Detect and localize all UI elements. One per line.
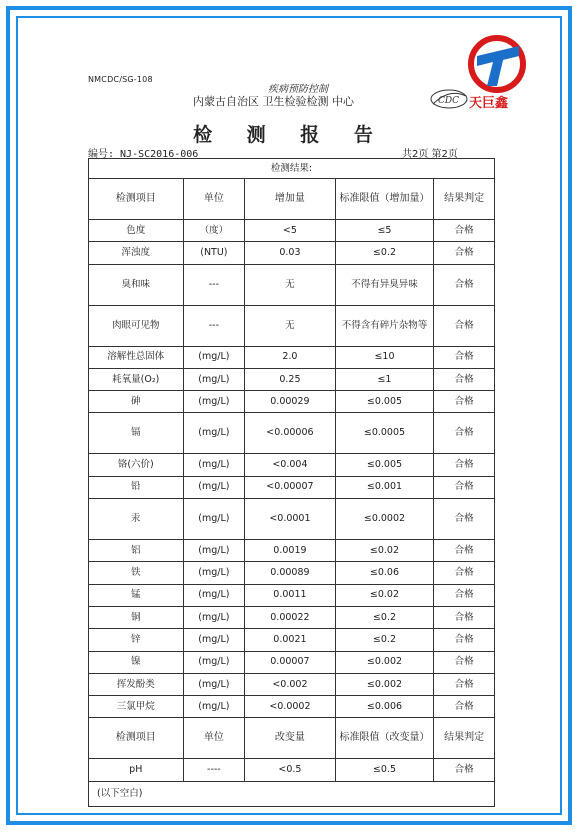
table-row [89,584,495,606]
cell-verdict: 合格 [434,368,495,390]
table-row [89,346,495,368]
cell-value: 无 [245,264,335,305]
cell-unit: (mg/L) [183,391,245,413]
cell-limit: ≤0.006 [335,696,434,718]
cell-value: 0.03 [245,242,335,264]
section-title: 检测结果: [89,159,495,179]
cell-item: 镉 [89,413,184,454]
table-row [89,629,495,651]
cell-verdict: 合格 [434,696,495,718]
table-row [89,454,495,476]
cell-limit: ≤0.0005 [335,413,434,454]
cell-limit: 标准限值（增加量） [335,179,434,220]
cell-unit: (mg/L) [183,562,245,584]
table-row [89,562,495,584]
cell-verdict: 合格 [434,391,495,413]
table-row [89,242,495,264]
cell-verdict: 合格 [434,540,495,562]
cell-value: 0.00022 [245,606,335,628]
cell-item: 镍 [89,651,184,673]
table-row [89,696,495,718]
section-title-row [89,159,495,179]
cell-unit: (mg/L) [183,584,245,606]
page-info: 共2页 第2页 [402,149,458,160]
cell-unit: --- [183,264,245,305]
table-row [89,499,495,540]
table-row [89,368,495,390]
cell-unit: 单位 [183,179,245,220]
table-row [89,540,495,562]
organization-line-2: 内蒙古自治区 卫生检验检测 中心 [193,95,354,108]
cell-limit: ≤0.002 [335,673,434,695]
cell-limit: ≤0.02 [335,540,434,562]
cell-item: 挥发酚类 [89,673,184,695]
cell-unit: (mg/L) [183,673,245,695]
table-row [89,673,495,695]
cell-limit: ≤10 [335,346,434,368]
cell-item: pH [89,759,184,781]
cell-unit: (mg/L) [183,540,245,562]
document-code: NMCDC/SG-108 [88,75,153,84]
cell-unit: (mg/L) [183,413,245,454]
cell-unit: (mg/L) [183,651,245,673]
cell-value: 无 [245,305,335,346]
cell-limit: ≤0.005 [335,454,434,476]
header-row [89,179,495,220]
cell-unit: (mg/L) [183,499,245,540]
cell-limit: ≤0.02 [335,584,434,606]
cell-value: 0.25 [245,368,335,390]
cell-verdict: 结果判定 [434,179,495,220]
table-row [89,476,495,498]
cell-unit: 单位 [183,718,245,759]
cell-verdict: 合格 [434,499,495,540]
brand-name: 天巨鑫 [469,96,509,111]
report-title: 检 测 报 告 [193,124,387,146]
cell-unit: ---- [183,759,245,781]
cell-item: 砷 [89,391,184,413]
cell-verdict: 结果判定 [434,718,495,759]
cell-unit: (mg/L) [183,476,245,498]
cell-limit: ≤0.06 [335,562,434,584]
cell-verdict: 合格 [434,606,495,628]
cell-limit: ≤0.2 [335,242,434,264]
blank-note: (以下空白) [89,781,495,806]
cell-value: <0.00006 [245,413,335,454]
cell-verdict: 合格 [434,220,495,242]
cell-item: 臭和味 [89,264,184,305]
cell-verdict: 合格 [434,242,495,264]
table-row [89,651,495,673]
cell-item: 肉眼可见物 [89,305,184,346]
cell-verdict: 合格 [434,346,495,368]
cell-item: 检测项目 [89,718,184,759]
cell-limit: ≤0.5 [335,759,434,781]
cell-item: 铬(六价) [89,454,184,476]
cell-item: 铅 [89,476,184,498]
cell-limit: ≤0.001 [335,476,434,498]
cell-verdict: 合格 [434,584,495,606]
cell-verdict: 合格 [434,651,495,673]
cell-unit: (mg/L) [183,368,245,390]
cell-value: <0.00007 [245,476,335,498]
cell-verdict: 合格 [434,413,495,454]
report-number: 编号: NJ-SC2016-006 [88,149,199,160]
cell-item: 溶解性总固体 [89,346,184,368]
cell-limit: ≤1 [335,368,434,390]
cell-value: <0.002 [245,673,335,695]
cell-item: 色度 [89,220,184,242]
cell-value: <0.0001 [245,499,335,540]
cell-verdict: 合格 [434,759,495,781]
table-row [89,220,495,242]
cell-item: 浑浊度 [89,242,184,264]
cdc-logo-text: CDC [438,96,459,106]
cell-limit: ≤0.005 [335,391,434,413]
cell-value: 0.0011 [245,584,335,606]
cell-unit: (mg/L) [183,629,245,651]
cell-value: 0.00029 [245,391,335,413]
table-row [89,391,495,413]
cell-unit: (mg/L) [183,454,245,476]
cell-item: 锌 [89,629,184,651]
cell-value: 0.0021 [245,629,335,651]
cell-limit: 不得有异臭异味 [335,264,434,305]
table-row [89,264,495,305]
cell-verdict: 合格 [434,562,495,584]
cell-verdict: 合格 [434,673,495,695]
cell-value: 0.00089 [245,562,335,584]
cell-limit: 标准限值（改变量） [335,718,434,759]
cell-limit: ≤0.0002 [335,499,434,540]
table-row [89,305,495,346]
cell-limit: 不得含有碎片杂物等 [335,305,434,346]
results-table [88,158,495,807]
cell-verdict: 合格 [434,264,495,305]
cell-verdict: 合格 [434,454,495,476]
cell-item: 三氯甲烷 [89,696,184,718]
cell-unit: （度） [183,220,245,242]
organization-line-1: 疾病预防控制 [268,84,328,95]
cell-item: 锰 [89,584,184,606]
cell-value: 2.0 [245,346,335,368]
cell-limit: ≤0.002 [335,651,434,673]
cell-item: 铝 [89,540,184,562]
table-row [89,413,495,454]
table-row [89,759,495,781]
cell-unit: (mg/L) [183,606,245,628]
cell-limit: ≤0.2 [335,606,434,628]
header-row [89,718,495,759]
table-row [89,606,495,628]
blank-note-row [89,781,495,806]
cell-item: 耗氧量(O₂) [89,368,184,390]
cell-limit: ≤0.2 [335,629,434,651]
cell-unit: (mg/L) [183,696,245,718]
cell-limit: ≤5 [335,220,434,242]
cell-unit: (NTU) [183,242,245,264]
cell-value: <5 [245,220,335,242]
cell-unit: (mg/L) [183,346,245,368]
cell-verdict: 合格 [434,476,495,498]
cell-item: 汞 [89,499,184,540]
cell-verdict: 合格 [434,305,495,346]
cell-item: 铜 [89,606,184,628]
cdc-logo-icon [428,84,470,114]
cell-value: <0.5 [245,759,335,781]
cell-item: 铁 [89,562,184,584]
cell-value: 增加量 [245,179,335,220]
cell-value: <0.004 [245,454,335,476]
cell-value: 0.00007 [245,651,335,673]
cell-value: <0.0002 [245,696,335,718]
cell-value: 改变量 [245,718,335,759]
cell-item: 检测项目 [89,179,184,220]
cell-unit: --- [183,305,245,346]
cell-verdict: 合格 [434,629,495,651]
cell-value: 0.0019 [245,540,335,562]
